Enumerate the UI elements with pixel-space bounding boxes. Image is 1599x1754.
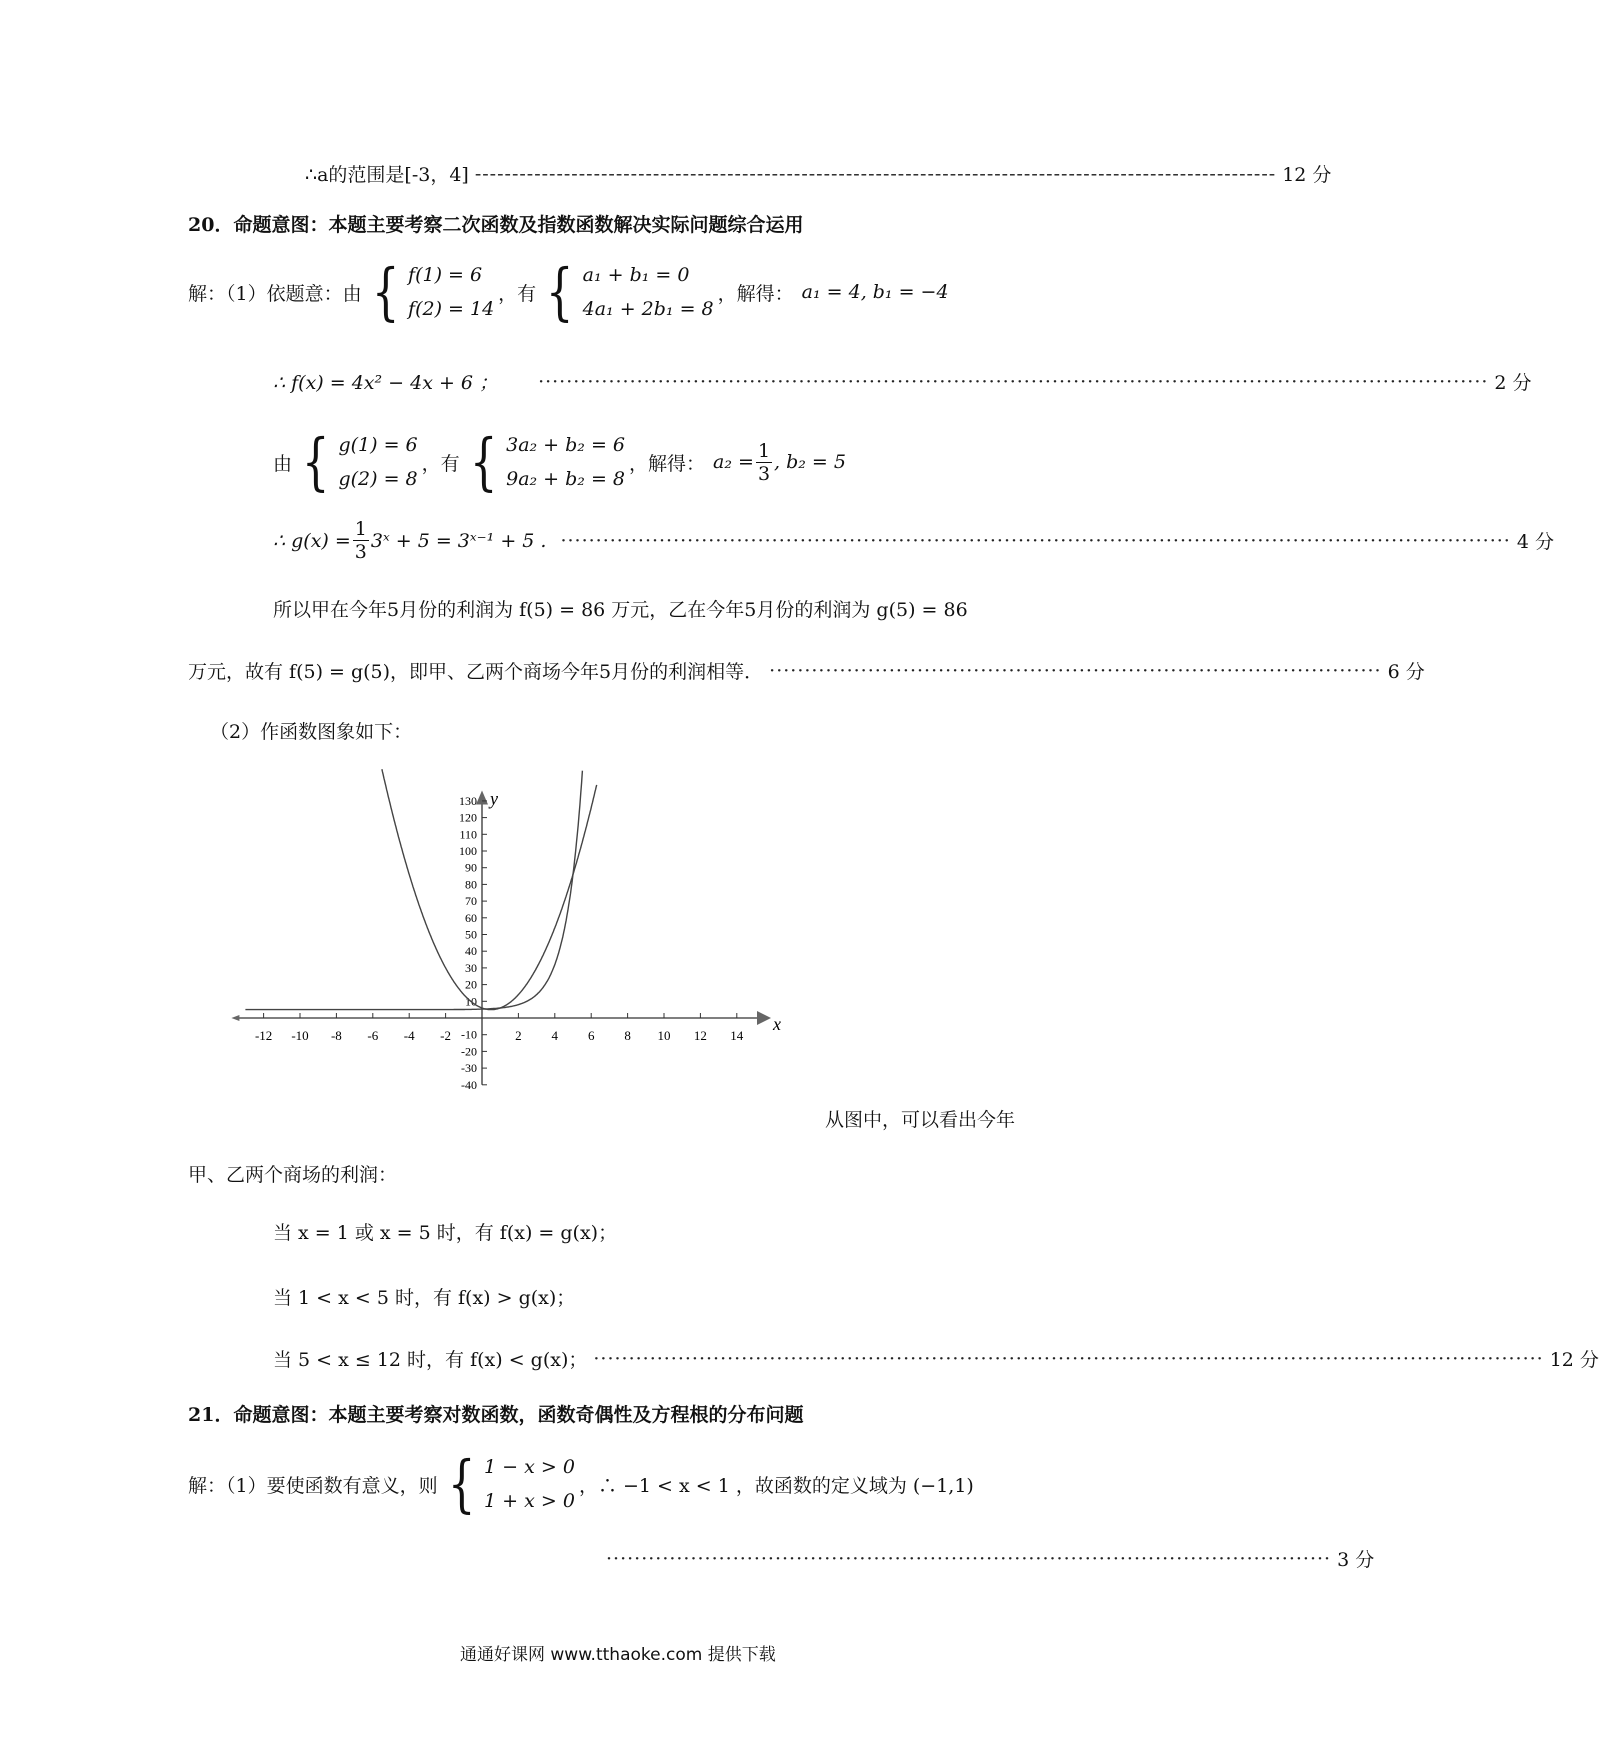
- solution-result: a₁ = 4, b₁ = −4: [801, 281, 949, 303]
- dash-leader: ------------------------------------------------------------------------------------------------------------: [474, 162, 1277, 185]
- y-tick-label: 20: [465, 977, 477, 992]
- y-tick-label: 40: [465, 944, 477, 959]
- q21-title: 21．命题意图：本题主要考察对数函数，函数奇偶性及方程根的分布问题: [188, 1404, 804, 1426]
- x-tick-label: -10: [291, 1028, 309, 1043]
- y-axis-label: y: [490, 788, 498, 809]
- x-tick-label: -4: [403, 1028, 415, 1043]
- y-tick-label: -10: [461, 1027, 477, 1042]
- part2-heading: （2）作函数图象如下：: [210, 721, 413, 743]
- inequality: 1 + x > 0: [484, 1490, 575, 1512]
- x-tick-label: 8: [624, 1028, 631, 1043]
- y-tick-label: -20: [461, 1044, 477, 1059]
- f-definition: ∴ f(x) = 4x² − 4x + 6 ；: [273, 372, 499, 394]
- g-system-line: [273, 425, 846, 498]
- y-tick-label: -30: [461, 1061, 477, 1076]
- fraction-denominator: 3: [757, 462, 771, 485]
- equation-system: [540, 255, 714, 328]
- x-tick-label: -6: [367, 1028, 379, 1043]
- brace-icon: {: [447, 1447, 476, 1520]
- brace-icon: {: [469, 425, 498, 498]
- graph-observation: 从图中，可以看出今年: [825, 1109, 1016, 1131]
- case-equal: 当 x = 1 或 x = 5 时，有 f(x) = g(x)；: [273, 1222, 618, 1244]
- y-tick-label: -40: [461, 1077, 477, 1092]
- x-tick-label: -2: [440, 1028, 452, 1043]
- connector-text: ，有: [498, 282, 537, 305]
- equation: 3a₂ + b₂ = 6: [506, 434, 626, 456]
- y-tick-label: 100: [459, 844, 477, 858]
- y-tick-label: 50: [465, 927, 477, 942]
- x-tick-label: 12: [693, 1028, 707, 1043]
- brace-icon: {: [301, 425, 330, 498]
- score: 4 分: [1516, 531, 1554, 553]
- equation: 4a₁ + 2b₁ = 8: [582, 298, 714, 320]
- y-tick-label: 10: [465, 994, 477, 1009]
- x-axis-left-arrow-icon: [231, 1015, 239, 1021]
- brace-icon: {: [546, 255, 574, 328]
- x-tick-label: -8: [330, 1028, 342, 1043]
- dot-leader: ·······································································································································: [593, 1347, 1544, 1370]
- connector-text: 由: [273, 452, 293, 475]
- q20-title: 20．命题意图：本题主要考察二次函数及指数函数解决实际问题综合运用: [188, 214, 804, 236]
- f-definition-line: [273, 368, 1532, 395]
- x-tick-label: 4: [551, 1028, 559, 1043]
- y-tick-label: 90: [465, 860, 477, 875]
- equation: g(1) = 6: [338, 434, 418, 456]
- x-tick-label: -12: [254, 1028, 273, 1043]
- equation-system: [366, 255, 495, 328]
- y-tick-label: 70: [465, 894, 477, 909]
- x-tick-label: 6: [587, 1028, 595, 1043]
- q21-score-line: [600, 1545, 1375, 1572]
- y-tick-label: 30: [465, 960, 477, 975]
- dot-leader: ·······································································································: [606, 1547, 1332, 1570]
- connector-text: ，解得：: [629, 452, 706, 475]
- equation: f(1) = 6: [408, 264, 483, 286]
- equation-system: [464, 425, 626, 498]
- brace-icon: {: [371, 255, 400, 328]
- case-less: 当 5 < x ≤ 12 时，有 f(x) < g(x)；: [273, 1349, 588, 1371]
- solution-prefix: 解：（1）要使函数有意义，则: [188, 1474, 438, 1497]
- solution-result: , b₂ = 5: [774, 451, 846, 473]
- y-tick-label: 80: [465, 877, 477, 892]
- profit-line-1: 所以甲在今年5月份的利润为 f(5) = 86 万元，乙在今年5月份的利润为 g(5) = 86: [273, 599, 968, 621]
- q20-solution-part1: [188, 255, 949, 328]
- range-text: ∴a的范围是[-3，4]: [305, 164, 469, 186]
- case-less-line: [273, 1345, 1599, 1372]
- equation: 9a₂ + b₂ = 8: [506, 468, 626, 490]
- y-tick-label: 130: [459, 793, 477, 808]
- x-tick-label: 10: [657, 1028, 671, 1043]
- equation: f(2) = 14: [408, 298, 495, 320]
- y-tick-label: 110: [459, 827, 477, 842]
- connector-text: ，有: [421, 452, 460, 475]
- fraction: [756, 440, 772, 485]
- score: 12 分: [1282, 164, 1332, 186]
- connector-text: ，解得：: [717, 282, 794, 305]
- score: 12 分: [1549, 1349, 1599, 1371]
- profits-intro: 甲、乙两个商场的利润：: [188, 1164, 398, 1186]
- fraction: [353, 518, 369, 563]
- range-line: [305, 160, 1332, 187]
- g-definition-line: [273, 518, 1554, 563]
- equation: g(2) = 8: [338, 468, 418, 490]
- x-axis-arrow-icon: [757, 1011, 771, 1025]
- score: 3 分: [1337, 1549, 1375, 1571]
- profit-conclusion: 万元，故有 f(5) = g(5)，即甲、乙两个商场今年5月份的利润相等．: [188, 661, 764, 683]
- y-tick-label: 60: [465, 910, 477, 925]
- inequality: 1 − x > 0: [484, 1456, 575, 1478]
- case-greater: 当 1 < x < 5 时，有 f(x) > g(x)；: [273, 1287, 576, 1309]
- x-axis-label: x: [773, 1014, 781, 1034]
- equation-system: [296, 425, 418, 498]
- equation: a₁ + b₁ = 0: [582, 264, 690, 286]
- score: 6 分: [1387, 661, 1425, 683]
- dot-leader: ·······································································································································: [538, 370, 1489, 393]
- profit-line-2: [188, 657, 1425, 684]
- g-definition: 3ˣ + 5 = 3ˣ⁻¹ + 5 .: [370, 529, 547, 552]
- solution-result: a₂ =: [713, 451, 754, 473]
- y-axis-arrow-icon: [476, 791, 488, 805]
- g-definition: ∴ g(x) =: [273, 529, 351, 552]
- function-graph: [254, 760, 830, 1130]
- x-tick-label: 14: [730, 1028, 744, 1043]
- score: 2 分: [1494, 372, 1532, 394]
- dot-leader: ·······················································································: [769, 659, 1382, 682]
- fraction-numerator: 1: [757, 439, 771, 462]
- solution-prefix: 解：（1）依题意：由: [188, 282, 362, 305]
- domain-conclusion: ，∴ −1 < x < 1 ，故函数的定义域为 (−1,1): [578, 1474, 974, 1497]
- equation-system: [442, 1447, 575, 1520]
- dot-leader: ·······································································································································: [560, 529, 1511, 552]
- y-tick-label: 120: [459, 810, 477, 825]
- fraction-denominator: 3: [354, 541, 367, 563]
- fraction-numerator: 1: [354, 518, 367, 540]
- x-tick-label: 2: [515, 1028, 522, 1043]
- q21-solution: [188, 1447, 974, 1520]
- footer-credit: 通通好课网 www.tthaoke.com 提供下载: [460, 1645, 776, 1665]
